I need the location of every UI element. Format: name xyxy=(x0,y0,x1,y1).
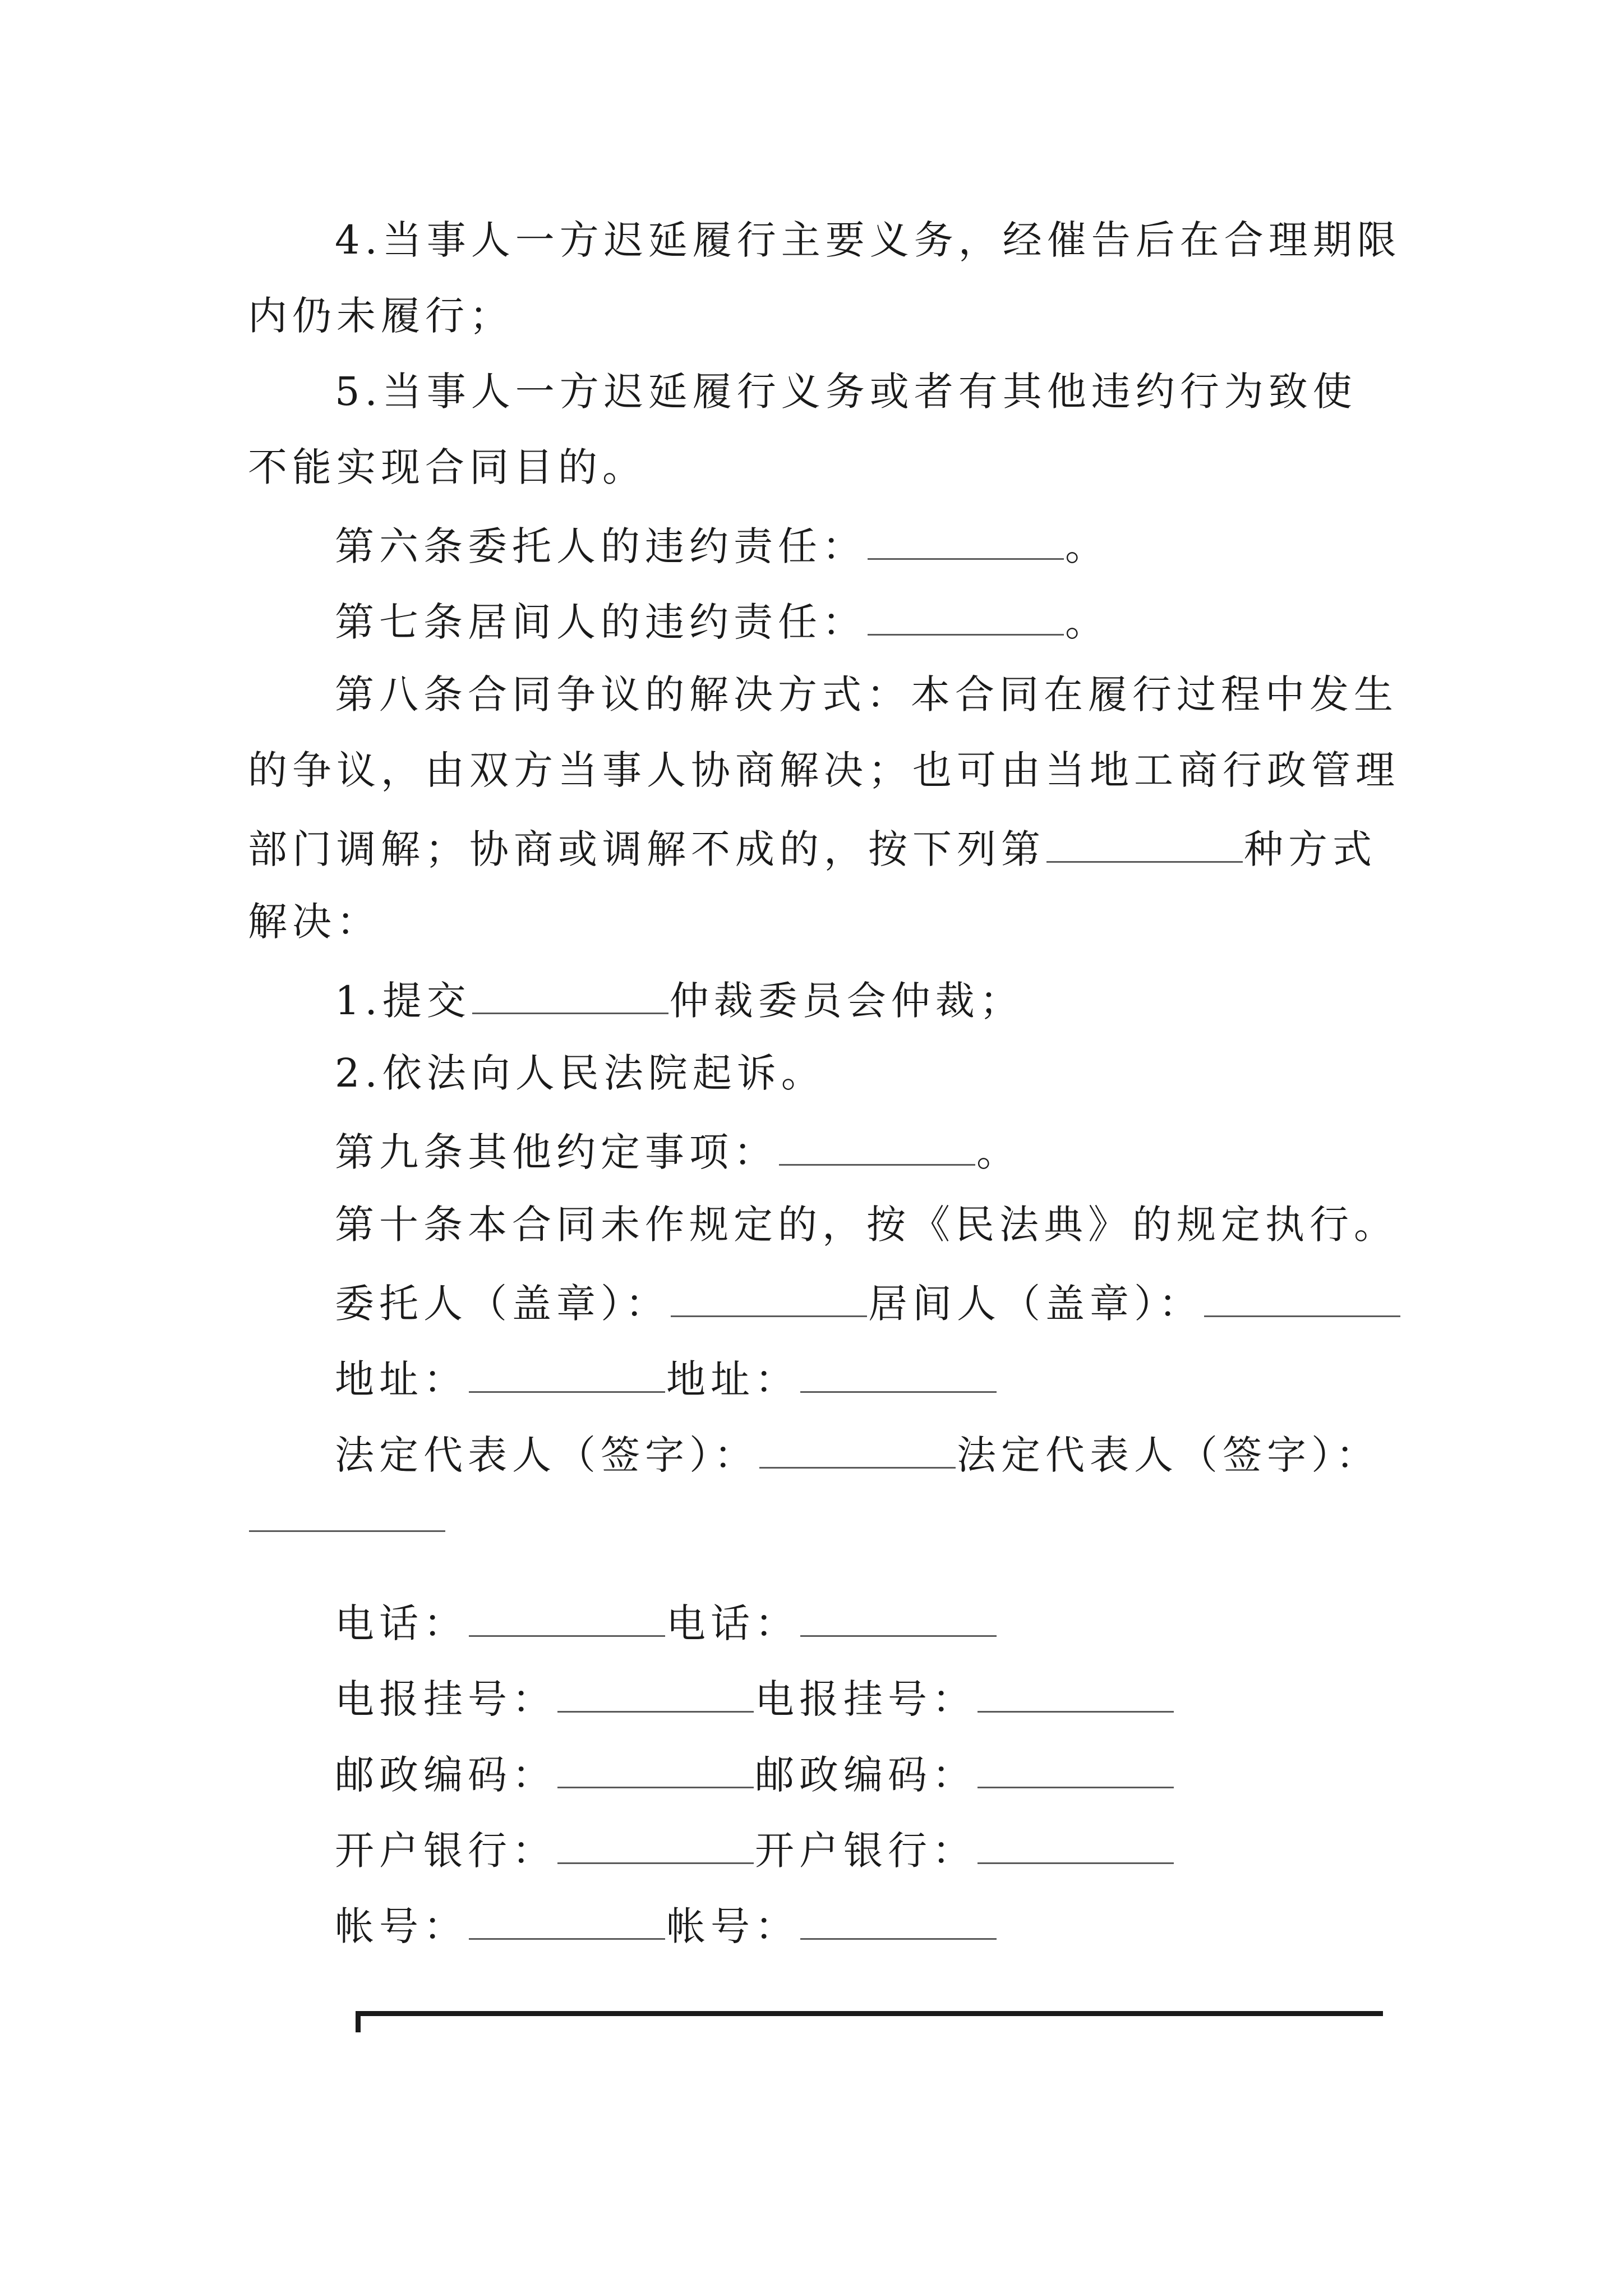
article-10 xyxy=(335,1202,1398,1248)
article-8-method-blank[interactable] xyxy=(1046,826,1243,863)
broker-address-label: 地址： xyxy=(666,1356,799,1402)
principal-phone-label: 电话： xyxy=(335,1600,468,1646)
broker-postal-label: 邮政编码： xyxy=(755,1752,976,1798)
principal-address-blank[interactable] xyxy=(469,1356,665,1393)
article-7-label: 第七条居间人的违约责任： xyxy=(335,599,866,645)
principal-legal-rep-label: 法定代表人（签字）： xyxy=(335,1432,758,1478)
broker-phone-label: 电话： xyxy=(666,1600,799,1646)
option-2-text: 2.依法向人民法院起诉。 xyxy=(335,1050,826,1096)
broker-account-label: 帐号： xyxy=(666,1903,799,1949)
phone-row xyxy=(335,1600,998,1646)
principal-bank-label: 开户银行： xyxy=(335,1828,556,1874)
clause-4-text-cont: 内仍未履行； xyxy=(248,293,514,339)
article-9-label: 第九条其他约定事项： xyxy=(335,1129,778,1175)
legal-rep-row xyxy=(335,1432,1380,1478)
broker-telegram-blank[interactable] xyxy=(978,1676,1174,1713)
article-8-text-b: 种方式 xyxy=(1244,826,1377,872)
article-7-end: 。 xyxy=(1065,599,1109,645)
principal-postal-blank[interactable] xyxy=(557,1752,754,1788)
article-8-line-3 xyxy=(248,826,1377,872)
broker-account-blank[interactable] xyxy=(800,1903,997,1940)
clause-4-line-1 xyxy=(335,217,1401,263)
principal-phone-blank[interactable] xyxy=(469,1600,665,1637)
clause-5-text-cont: 不能实现合同目的。 xyxy=(248,444,647,490)
principal-address-label: 地址： xyxy=(335,1356,468,1402)
clause-4-text: 4.当事人一方迟延履行主要义务，经催告后在合理期限 xyxy=(335,217,1401,263)
principal-telegram-label: 电报挂号： xyxy=(335,1676,556,1722)
arbitration-blank[interactable] xyxy=(472,978,668,1014)
option-1-a: 1.提交 xyxy=(335,978,471,1024)
article-7-blank[interactable] xyxy=(868,599,1064,636)
article-10-text: 第十条本合同未作规定的，按《民法典》的规定执行。 xyxy=(335,1202,1398,1248)
broker-seal-blank[interactable] xyxy=(1204,1281,1400,1317)
clause-5-line-1 xyxy=(335,369,1357,415)
postal-row xyxy=(335,1752,1175,1798)
principal-seal-blank[interactable] xyxy=(671,1281,867,1317)
broker-bank-blank[interactable] xyxy=(978,1828,1174,1864)
option-1-b: 仲裁委员会仲裁； xyxy=(669,978,1024,1024)
principal-account-blank[interactable] xyxy=(469,1903,665,1940)
broker-bank-label: 开户银行： xyxy=(755,1828,976,1874)
article-7 xyxy=(335,599,1109,645)
article-8-text-end: 解决： xyxy=(248,899,381,945)
broker-legal-rep-blank[interactable] xyxy=(249,1526,445,1532)
article-6-blank[interactable] xyxy=(868,523,1064,560)
broker-postal-blank[interactable] xyxy=(978,1752,1174,1788)
broker-address-blank[interactable] xyxy=(800,1356,997,1393)
article-8-text-a: 部门调解；协商或调解不成的，按下列第 xyxy=(248,826,1045,872)
principal-legal-rep-blank[interactable] xyxy=(759,1432,956,1469)
footer-divider xyxy=(361,2011,1383,2016)
principal-account-label: 帐号： xyxy=(335,1903,468,1949)
article-8-line-4 xyxy=(248,899,381,945)
option-2 xyxy=(335,1050,826,1096)
article-6-label: 第六条委托人的违约责任： xyxy=(335,523,866,569)
broker-phone-blank[interactable] xyxy=(800,1600,997,1637)
article-6 xyxy=(335,523,1109,569)
broker-legal-rep-label: 法定代表人（签字）： xyxy=(957,1432,1380,1478)
clause-4-line-2 xyxy=(248,293,514,339)
seal-row xyxy=(335,1281,1401,1327)
broker-telegram-label: 电报挂号： xyxy=(755,1676,976,1722)
clause-5-text: 5.当事人一方迟延履行义务或者有其他违约行为致使 xyxy=(335,369,1357,415)
clause-5-line-2 xyxy=(248,444,647,490)
footer-divider-corner xyxy=(356,2011,361,2032)
account-row xyxy=(335,1903,998,1949)
broker-seal-label: 居间人（盖章）： xyxy=(868,1281,1203,1327)
article-9 xyxy=(335,1129,1021,1175)
article-9-end: 。 xyxy=(976,1129,1021,1175)
article-8-text-cont: 的争议，由双方当事人协商解决；也可由当地工商行政管理 xyxy=(248,747,1400,793)
article-8-line-2 xyxy=(248,747,1400,793)
article-9-blank[interactable] xyxy=(779,1129,975,1166)
address-row xyxy=(335,1356,998,1402)
principal-postal-label: 邮政编码： xyxy=(335,1752,556,1798)
telegram-row xyxy=(335,1676,1175,1722)
principal-telegram-blank[interactable] xyxy=(557,1676,754,1713)
principal-seal-label: 委托人（盖章）： xyxy=(335,1281,670,1327)
article-6-end: 。 xyxy=(1065,523,1109,569)
bank-row xyxy=(335,1828,1175,1874)
principal-bank-blank[interactable] xyxy=(557,1828,754,1864)
option-1 xyxy=(335,978,1024,1024)
article-8-text: 第八条合同争议的解决方式：本合同在履行过程中发生 xyxy=(335,671,1398,717)
article-8-line-1 xyxy=(335,671,1398,717)
